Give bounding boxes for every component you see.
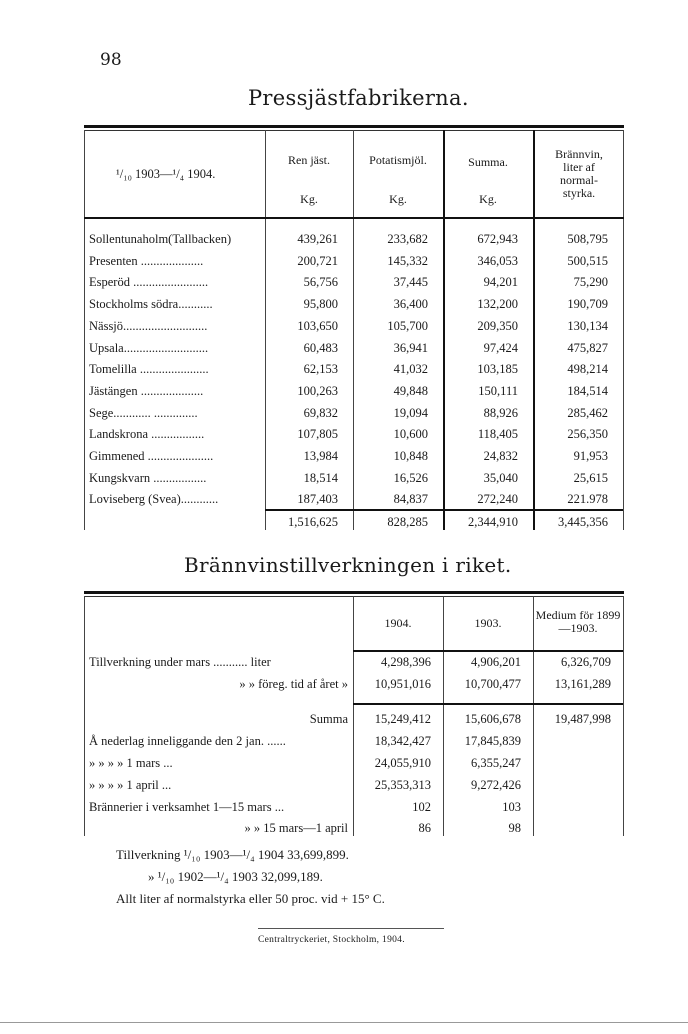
table1-title: Pressjästfabrikerna. <box>248 86 469 110</box>
cell-summa: 209,350 <box>477 318 518 333</box>
row-label: Tillverkning under mars ........... liter <box>89 655 271 669</box>
col-header-potatismjol: Potatismjöl. <box>369 153 427 167</box>
cell-ren-jast: 103,650 <box>297 318 338 333</box>
cell-1904: 24,055,910 <box>374 756 431 770</box>
cell-summa: 94,201 <box>483 275 518 290</box>
cell-1903: 15,606,678 <box>464 712 521 726</box>
total-summa: 2,344,910 <box>468 515 518 529</box>
cell-medium: 19,487,998 <box>554 712 611 726</box>
row-label: Brännerier i verksamhet 1—15 mars ... <box>89 800 285 814</box>
cell-ren-jast: 439,261 <box>297 232 338 246</box>
col-header-ren-jast: Ren jäst. <box>288 153 330 167</box>
cell-potatismjol: 41,032 <box>393 362 428 377</box>
cell-summa: 118,405 <box>477 427 518 442</box>
cell-summa: 97,424 <box>483 340 518 355</box>
cell-summa: 672,943 <box>477 232 518 246</box>
cell-ren-jast: 13,984 <box>303 449 338 463</box>
cell-ren-jast: 107,805 <box>297 427 338 442</box>
cell-ren-jast: 18,514 <box>303 470 338 485</box>
cell-summa: 346,053 <box>477 253 518 268</box>
cell-1904: 86 <box>418 821 431 835</box>
cell-brannvin: 190,709 <box>567 297 608 312</box>
cell-1903: 103 <box>502 800 521 814</box>
cell-potatismjol: 145,332 <box>387 253 428 268</box>
col-header-medium: Medium för 1899—1903. <box>535 608 621 635</box>
cell-summa: 132,200 <box>477 297 518 312</box>
cell-1904: 102 <box>412 800 431 814</box>
total-brannvin: 3,445,356 <box>558 515 608 529</box>
cell-ren-jast: 187,403 <box>297 492 338 507</box>
page-edge <box>0 1022 688 1023</box>
cell-ren-jast: 200,721 <box>297 253 338 268</box>
cell-potatismjol: 16,526 <box>393 470 428 485</box>
cell-brannvin: 184,514 <box>567 383 608 398</box>
table2-subtotal-rule <box>353 703 623 705</box>
table1-total-rule <box>265 509 623 511</box>
row-label: » » » » 1 mars ... <box>89 756 173 770</box>
footnote-3: Allt liter af normalstyrka eller 50 proc. vid + 15° C. <box>116 891 385 906</box>
cell-potatismjol: 84,837 <box>393 492 428 507</box>
row-name: Loviseberg (Svea)............ <box>89 492 219 507</box>
cell-ren-jast: 69,832 <box>303 405 338 420</box>
cell-summa: 272,240 <box>477 492 518 507</box>
cell-potatismjol: 36,400 <box>393 297 428 312</box>
total-ren-jast: 1,516,625 <box>288 515 338 529</box>
cell-potatismjol: 10,848 <box>393 449 428 463</box>
row-name: Gimmened ..................... <box>89 449 214 463</box>
cell-brannvin: 285,462 <box>567 405 608 420</box>
cell-ren-jast: 60,483 <box>303 340 338 355</box>
cell-brannvin: 75,290 <box>573 275 608 290</box>
cell-potatismjol: 37,445 <box>393 275 428 290</box>
row-name: Presenten .................... <box>89 253 204 268</box>
cell-ren-jast: 62,153 <box>303 362 338 377</box>
cell-ren-jast: 100,263 <box>297 383 338 398</box>
imprint-rule <box>258 928 444 929</box>
row-name: Esperöd ........................ <box>89 275 209 290</box>
cell-1903: 4,906,201 <box>471 655 521 669</box>
row-name: Nässjö........................... <box>89 318 208 333</box>
row-name: Jästängen .................... <box>89 383 204 398</box>
row-name: Stockholms södra........... <box>89 297 213 312</box>
col-header-1904: 1904. <box>384 616 412 630</box>
table2-title: Brännvinstillverkningen i riket. <box>184 553 512 577</box>
col-unit: Kg. <box>479 192 497 206</box>
table1-left-edge <box>84 130 85 530</box>
page-number: 98 <box>100 50 122 70</box>
row-name: Landskrona ................. <box>89 427 205 442</box>
cell-1903: 17,845,839 <box>464 734 521 748</box>
row-label: Summa <box>309 712 348 726</box>
row-name: Sege............ .............. <box>89 405 198 420</box>
cell-potatismjol: 10,600 <box>393 427 428 442</box>
cell-1904: 4,298,396 <box>381 655 431 669</box>
cell-1904: 25,353,313 <box>374 778 431 792</box>
cell-summa: 35,040 <box>483 470 518 485</box>
table1-header-rule <box>84 217 624 219</box>
total-potatismjol: 828,285 <box>387 515 428 529</box>
col-header-brannvin: Brännvin, liter af normal-styrka. <box>555 147 603 200</box>
footnote-1: Tillverkning ¹/₁₀ 1903—¹/₄ 1904 33,699,899. <box>116 847 349 862</box>
cell-brannvin: 500,515 <box>567 253 608 268</box>
table1-top-rule-thin <box>84 130 624 131</box>
cell-brannvin: 221.978 <box>567 492 608 507</box>
cell-potatismjol: 233,682 <box>387 232 428 246</box>
footnote-2: » ¹/₁₀ 1902—¹/₄ 1903 32,099,189. <box>148 869 323 884</box>
row-name: Tomelilla ...................... <box>89 362 209 377</box>
col-unit: Kg. <box>300 192 318 206</box>
row-label: » » 15 mars—1 april <box>244 821 348 835</box>
table1-right-edge <box>623 130 624 530</box>
cell-brannvin: 475,827 <box>567 340 608 355</box>
cell-summa: 150,111 <box>478 383 518 398</box>
cell-1903: 9,272,426 <box>471 778 521 792</box>
cell-brannvin: 256,350 <box>567 427 608 442</box>
cell-summa: 88,926 <box>483 405 518 420</box>
row-name: Upsala........................... <box>89 340 209 355</box>
cell-1903: 98 <box>508 821 521 835</box>
cell-1904: 18,342,427 <box>374 734 431 748</box>
cell-brannvin: 130,134 <box>567 318 608 333</box>
row-name: Kungskvarn ................. <box>89 470 207 485</box>
cell-1903: 10,700,477 <box>464 677 521 691</box>
cell-brannvin: 498,214 <box>567 362 608 377</box>
table1-period-header: ¹/₁₀ 1903—¹/₄ 1904. <box>116 167 216 181</box>
row-label: » » » » 1 april ... <box>89 778 172 792</box>
table1-top-rule <box>84 125 624 128</box>
cell-ren-jast: 95,800 <box>303 297 338 312</box>
cell-1903: 6,355,247 <box>471 756 521 770</box>
cell-summa: 24,832 <box>483 449 518 463</box>
row-label: » » föreg. tid af året » <box>239 677 348 691</box>
cell-medium: 6,326,709 <box>561 655 611 669</box>
cell-potatismjol: 36,941 <box>393 340 428 355</box>
col-header-summa: Summa. <box>468 155 508 169</box>
table2-header-rule <box>353 650 623 652</box>
table2-top-rule <box>84 591 624 594</box>
cell-medium: 13,161,289 <box>554 677 611 691</box>
col-header-1903: 1903. <box>474 616 502 630</box>
cell-potatismjol: 49,848 <box>393 383 428 398</box>
table2-right-edge <box>623 596 624 836</box>
cell-brannvin: 508,795 <box>567 232 608 246</box>
cell-brannvin: 91,953 <box>573 449 608 463</box>
table2-left-edge <box>84 596 85 836</box>
cell-potatismjol: 105,700 <box>387 318 428 333</box>
row-name: Sollentunaholm(Tallbacken) <box>89 232 232 246</box>
cell-summa: 103,185 <box>477 362 518 377</box>
table2-top-rule-thin <box>84 596 624 597</box>
cell-potatismjol: 19,094 <box>393 405 428 420</box>
imprint: Centraltryckeriet, Stockholm, 1904. <box>258 935 405 945</box>
cell-1904: 10,951,016 <box>374 677 431 691</box>
cell-brannvin: 25,615 <box>573 470 608 485</box>
cell-1904: 15,249,412 <box>374 712 431 726</box>
col-unit: Kg. <box>389 192 407 206</box>
row-label: Å nederlag inneliggande den 2 jan. ...... <box>89 734 286 748</box>
cell-ren-jast: 56,756 <box>303 275 338 290</box>
